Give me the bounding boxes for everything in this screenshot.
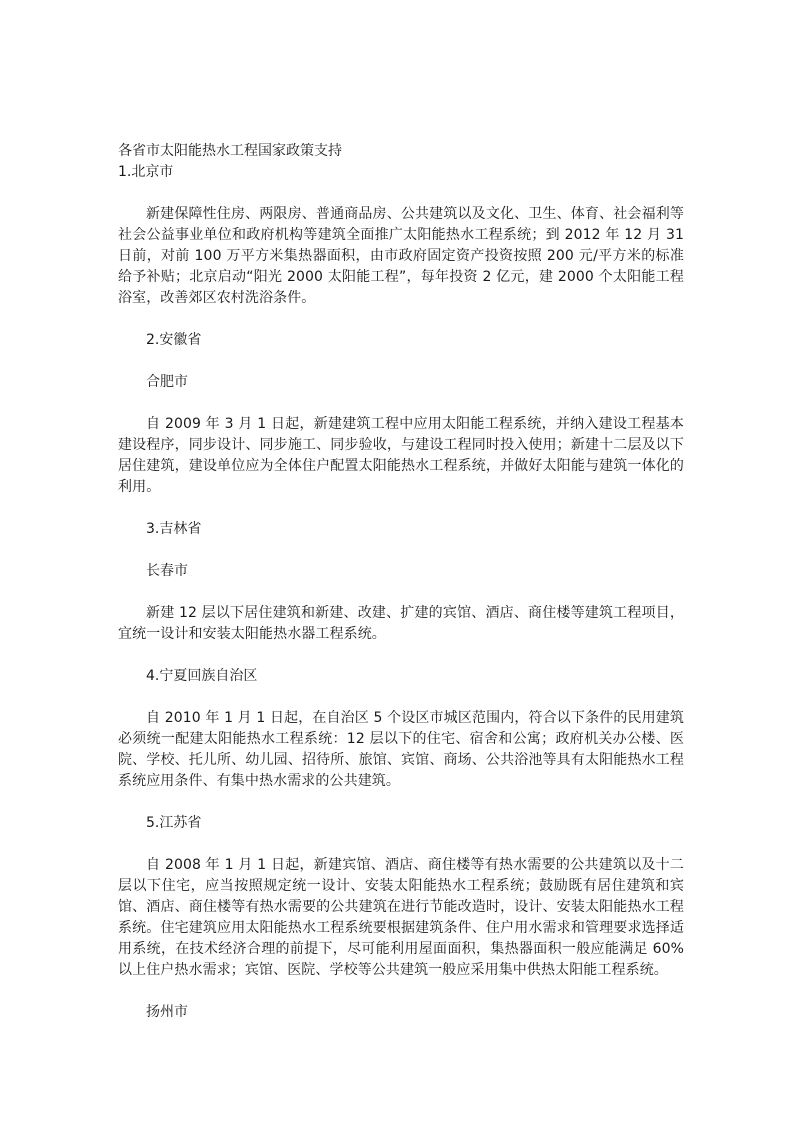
paragraph-changchun: 新建 12 层以下居住建筑和新建、改建、扩建的宾馆、酒店、商住楼等建筑工程项目，宜统一设计和安装太阳能热水器工程系统。 bbox=[118, 605, 684, 642]
section-heading-ningxia: 4.宁夏回族自治区 bbox=[146, 668, 258, 684]
document-page bbox=[118, 141, 684, 1121]
city-heading-changchun: 长春市 bbox=[146, 563, 188, 579]
section-heading-beijing: 1.北京市 bbox=[118, 164, 174, 180]
section-heading-anhui: 2.安徽省 bbox=[146, 332, 202, 348]
paragraph-hefei: 自 2009 年 3 月 1 日起，新建建筑工程中应用太阳能工程系统，并纳入建设工程基本建设程序，同步设计、同步施工、同步验收，与建设工程同时投入使用；新建十二层及以下居住建筑，建设单位应为全体住户配置太阳能热水工程系统，并做好太阳能与建筑一体化的利用。 bbox=[118, 416, 684, 495]
city-heading-yangzhou: 扬州市 bbox=[146, 1004, 188, 1020]
document-title: 各省市太阳能热水工程国家政策支持 bbox=[118, 143, 342, 159]
paragraph-jiangsu: 自 2008 年 1 月 1 日起，新建宾馆、酒店、商住楼等有热水需要的公共建筑以及十二层以下住宅，应当按照规定统一设计、安装太阳能热水工程系统；鼓励既有居住建筑和宾馆、酒店、商住楼等有热水需要的公共建筑在进行节能改造时，设计、安装太阳能热水工程系统。住宅建筑应用太阳能热水工程系统要根据建筑条件、住户用水需求和管理要求选择适用系统，在技术经济合理的前提下，尽可能利用屋面面积，集热器面积一般应能满足 60%以上住户热水需求；宾馆、医院、学校等公共建筑一般应采用集中供热太阳能工程系统。 bbox=[118, 857, 684, 978]
paragraph-ningxia: 自 2010 年 1 月 1 日起，在自治区 5 个设区市城区范围内，符合以下条件的民用建筑必须统一配建太阳能热水工程系统：12 层以下的住宅、宿舍和公寓；政府机关办公楼、医院、学校、托儿所、幼儿园、招待所、旅馆、宾馆、商场、公共浴池等具有太阳能热水工程系统应用条件、有集中热水需求的公共建筑。 bbox=[118, 710, 684, 789]
section-heading-jiangsu: 5.江苏省 bbox=[146, 815, 202, 831]
city-heading-hefei: 合肥市 bbox=[146, 374, 188, 390]
section-heading-jilin: 3.吉林省 bbox=[146, 521, 202, 537]
paragraph-beijing: 新建保障性住房、两限房、普通商品房、公共建筑以及文化、卫生、体育、社会福利等社会公益事业单位和政府机构等建筑全面推广太阳能热水工程系统；到 2012 年 12 月 31 日前，对前 100 万平方米集热器面积，由市政府固定资产投资按照 200 元/平方米的标准给予补贴；北京启动“阳光 2000 太阳能工程”，每年投资 2 亿元，建 2000 个太阳能工程浴室，改善郊区农村洗浴条件。 bbox=[118, 206, 684, 306]
